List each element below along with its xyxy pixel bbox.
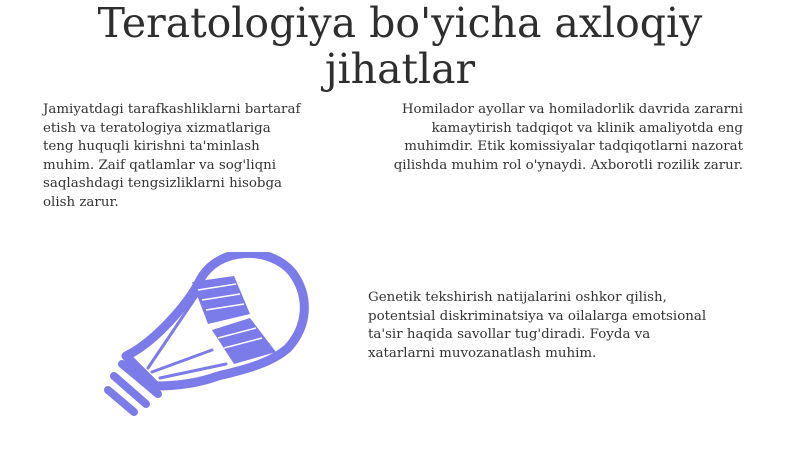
slide-title: Teratologiya bo'yicha axloqiy jihatlar	[97, 0, 703, 93]
text-block-genetic-testing: Genetik tekshirish natijalarini oshkor qilish, potentsial diskriminatsiya va oilalarga emotsional ta'sir haqida savollar tug'diradi. Foyda va xatarlarni muvozanatlash muhim.	[368, 290, 707, 361]
text-block-harm-reduction: Homilador ayollar va homiladorlik davrida zararni kamaytirish tadqiqot va klinik amaliyotda eng muhimdir. Etik komissiyalar tadqiqotlarni nazorat qilishda muhim rol o'ynaydi. Axborotli rozilik zarur.	[393, 102, 743, 173]
text-block-equity: Jamiyatdagi tarafkashliklarni bartaraf etish va teratologiya xizmatlariga teng huquqli kirishni ta'minlash muhim. Zaif qatlamlar va sog'liqni saqlashdagi tengsizliklarni hisobga olish zarur.	[43, 102, 301, 210]
lightbulb-book-icon	[100, 252, 312, 424]
